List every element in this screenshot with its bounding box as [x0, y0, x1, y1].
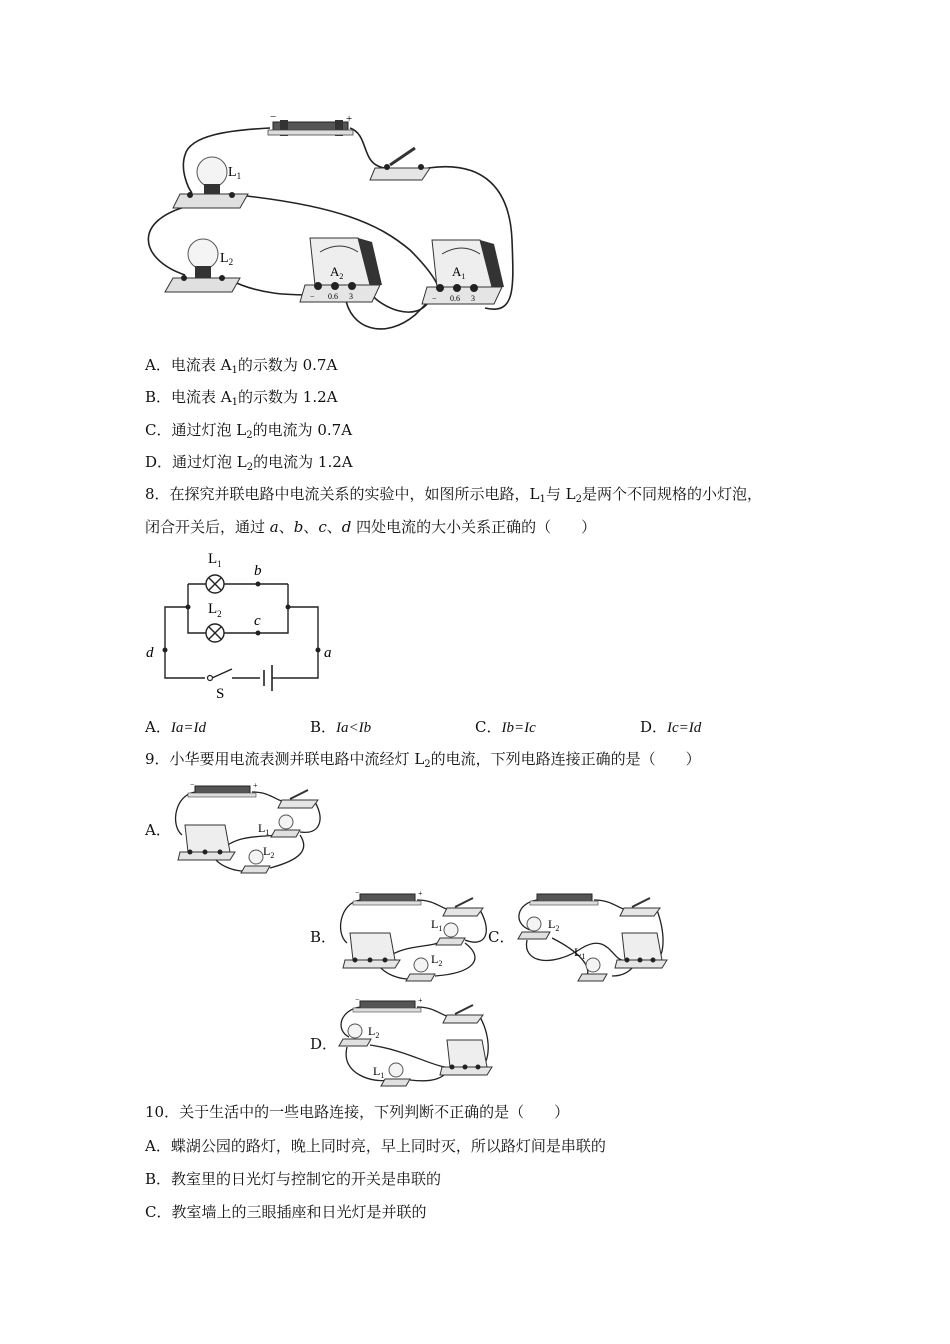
svg-text:0.6: 0.6 — [328, 292, 338, 301]
svg-text:L2: $L_2$ — [263, 844, 275, 860]
svg-text:−: − — [355, 888, 360, 897]
svg-text:+: + — [253, 781, 258, 790]
lamp-l2-label: L — [220, 251, 229, 266]
q9-stem: 9．小华要用电流表测并联电路中流经灯 $L_2$的电流，下列电路连接正确的是（ ） — [145, 750, 701, 770]
switch — [370, 148, 430, 180]
q7-option-c[interactable]: C．通过灯泡 $L_2$的电流为 0.7A — [145, 421, 353, 441]
svg-text:−: − — [190, 780, 195, 789]
q8-point-a: a — [324, 645, 332, 661]
svg-text:L2: $L_2$ — [220, 251, 234, 267]
svg-text:L2: $L_2$ — [208, 601, 222, 619]
q10-option-b[interactable]: B．教室里的日光灯与控制它的开关是串联的 — [145, 1170, 442, 1188]
q9-option-a-circuit[interactable] — [170, 780, 330, 880]
q9-option-d-circuit[interactable] — [335, 995, 495, 1090]
svg-text:L1: $L_1$ — [258, 821, 270, 837]
svg-text:L2: $L_2$ — [431, 952, 443, 968]
svg-text:+: + — [418, 996, 423, 1005]
battery — [268, 111, 353, 136]
svg-text:L1: $L_1$ — [431, 917, 443, 933]
svg-text:L2: $L_2$ — [368, 1024, 380, 1040]
q9-option-a-label[interactable]: A． — [145, 821, 171, 839]
ammeter-a2-label: A — [330, 264, 340, 279]
q10-option-c[interactable]: C．教室墙上的三眼插座和日光灯是并联的 — [145, 1203, 427, 1221]
q8-option-b[interactable]: B．Ia<Ib — [310, 718, 372, 736]
q8-point-d: d — [146, 645, 154, 661]
svg-text:3: 3 — [471, 294, 475, 303]
q8-stem-line2: 闭合开关后，通过 a、b、c、d 四处电流的大小关系正确的（ ） — [145, 518, 597, 536]
svg-text:L1: $L_1$ — [228, 165, 242, 181]
q7-option-d[interactable]: D．通过灯泡 $L_2$的电流为 1.2A — [145, 453, 353, 473]
q8-point-b: b — [254, 563, 262, 579]
q10-option-a[interactable]: A．蝶湖公园的路灯，晚上同时亮，早上同时灭，所以路灯间是串联的 — [145, 1137, 606, 1155]
svg-text:L2: $L_2$ — [548, 917, 560, 933]
lamp-l2 — [165, 239, 240, 292]
svg-text:−: − — [310, 292, 315, 301]
q8-stem-line1: 8．在探究并联电路中电流关系的实验中，如图所示电路，$L_1$与 $L_2$是两个不同规格的小灯泡， — [145, 485, 763, 505]
svg-text:−: − — [432, 294, 437, 303]
q9-option-c-label[interactable]: C． — [488, 928, 515, 946]
q8-point-c: c — [254, 613, 261, 629]
svg-text:3: 3 — [349, 292, 353, 301]
q8-option-c[interactable]: C．Ib=Ic — [475, 718, 536, 736]
svg-text:L1: $L_1$ — [373, 1064, 385, 1080]
q9-option-b-circuit[interactable] — [335, 888, 495, 988]
q9-option-d-label[interactable]: D． — [310, 1035, 338, 1053]
q8-option-a[interactable]: A．Ia=Id — [145, 718, 206, 736]
battery-minus: − — [270, 111, 277, 123]
svg-text:0.6: 0.6 — [450, 294, 460, 303]
ammeter-a2 — [300, 238, 382, 302]
wire — [183, 128, 270, 193]
lamp-l1 — [173, 157, 248, 208]
svg-text:A1: $A_1$ — [452, 264, 466, 281]
wire — [148, 205, 192, 275]
q8-option-d[interactable]: D．Ic=Id — [640, 718, 702, 736]
q10-stem: 10．关于生活中的一些电路连接，下列判断不正确的是（ ） — [145, 1103, 570, 1121]
q7-circuit-figure — [140, 110, 540, 345]
q8-switch-label: S — [216, 686, 225, 702]
svg-text:L1: $L_1$ — [208, 551, 222, 569]
q7-option-a[interactable]: A．电流表 $A_1$的示数为 0.7A — [145, 356, 338, 376]
wire — [373, 296, 430, 312]
svg-text:L1: $L_1$ — [574, 945, 586, 961]
wire — [350, 128, 385, 168]
ammeter-a1-label: A — [452, 264, 462, 279]
svg-text:+: + — [418, 889, 423, 898]
q9-option-b-label[interactable]: B． — [310, 928, 337, 946]
q8-l2-label: L — [208, 601, 218, 617]
svg-text:A2: $A_2$ — [330, 264, 344, 281]
q7-option-b[interactable]: B．电流表 $A_1$的示数为 1.2A — [145, 388, 338, 408]
q8-l1-label: L — [208, 551, 218, 567]
q9-option-c-circuit[interactable] — [512, 888, 672, 988]
svg-text:−: − — [355, 995, 360, 1004]
battery-plus: + — [346, 113, 353, 125]
q8-parallel-circuit — [140, 545, 350, 705]
ammeter-a1 — [422, 240, 504, 304]
lamp-l1-label: L — [228, 165, 237, 180]
